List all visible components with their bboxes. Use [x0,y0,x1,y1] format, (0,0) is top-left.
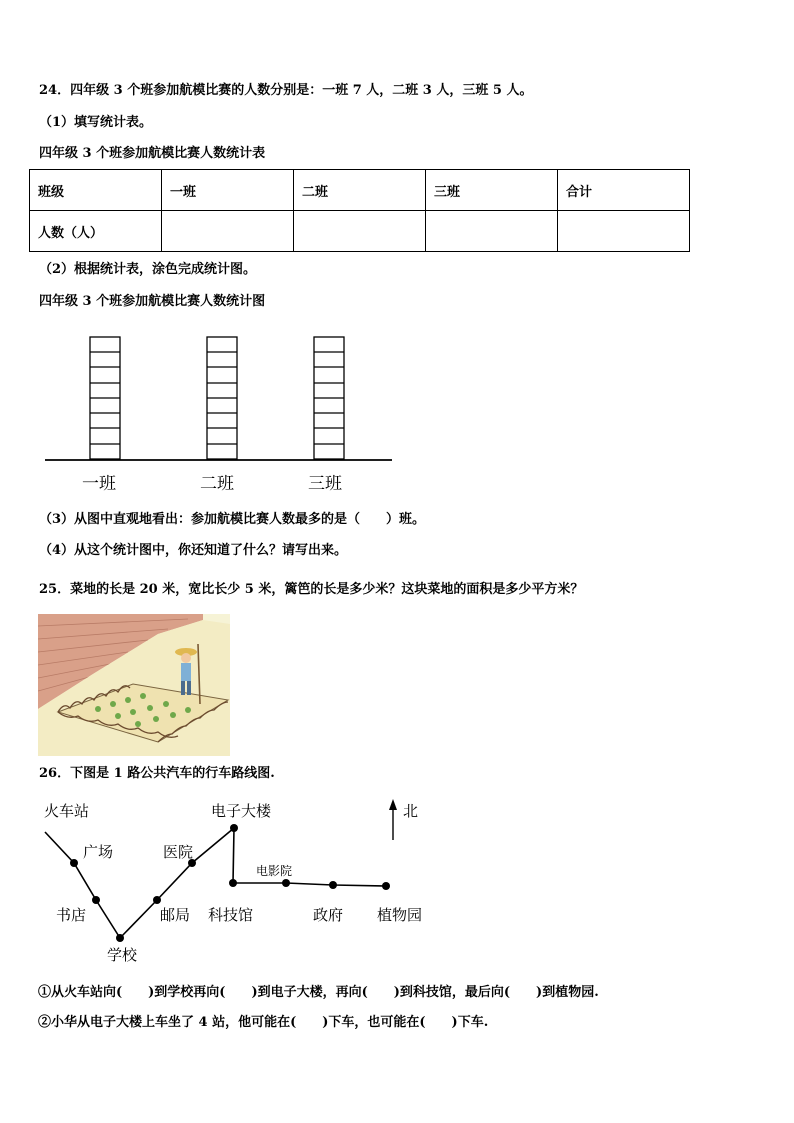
q24-title: 24．四年级 3 个班参加航模比赛的人数分别是：一班 7 人，二班 3 人，三班 5 人。 [39,83,533,98]
stop-cinema: 电影院 [256,864,293,878]
bar-column-1[interactable] [90,337,120,459]
stop-square: 广场 [83,843,114,861]
q24-part3: （3）从图中直观地看出：参加航模比赛人数最多的是（ ）班。 [39,512,426,527]
stat-table [29,169,690,252]
table-cell-blank[interactable] [558,211,690,252]
table-cell: 人数（人） [30,211,162,252]
stop-botanical-garden: 植物园 [377,906,423,924]
stop-dot [116,934,124,942]
table-header-row [30,170,690,211]
q26-line2: ②小华从电子大楼上车坐了 4 站，他可能在( )下车，也可能在( )下车. [38,1015,489,1030]
bar-chart-grid [40,330,400,465]
q25-title: 25．菜地的长是 20 米，宽比长少 5 米，篱笆的长是多少米？这块菜地的面积是多少平方米？ [39,582,584,597]
stop-dot [382,882,390,890]
north-arrow-icon [389,799,397,840]
table-header-cell: 合计 [558,170,690,211]
stop-dot [230,824,238,832]
garden-illustration [38,614,230,756]
stop-hospital: 医院 [163,843,194,861]
table-cell-blank[interactable] [294,211,426,252]
stop-train-station: 火车站 [44,802,90,820]
q26-line1: ①从火车站向( )到学校再向( )到电子大楼，再向( )到科技馆，最后向( )到植物园. [38,985,599,1000]
q24-part4: （4）从这个统计图中，你还知道了什么？请写出来。 [39,543,348,558]
bar-label: 三班 [308,474,342,494]
stop-bookstore: 书店 [56,906,87,924]
bar-label: 一班 [82,474,116,494]
stop-school: 学校 [107,946,138,964]
stop-government: 政府 [313,906,344,924]
bar-column-3[interactable] [314,337,344,459]
table-header-cell: 二班 [294,170,426,211]
table-row [30,211,690,252]
table-cell-blank[interactable] [426,211,558,252]
stop-post-office: 邮局 [160,906,191,924]
stop-dot [70,859,78,867]
table-header-cell: 三班 [426,170,558,211]
stop-dot [282,879,290,887]
table-header-cell: 班级 [30,170,162,211]
stop-dot [153,896,161,904]
q24-table-title: 四年级 3 个班参加航模比赛人数统计表 [39,146,266,161]
stop-dot [92,896,100,904]
table-header-cell: 一班 [162,170,294,211]
bar-column-2[interactable] [207,337,237,459]
q26-title: 26．下图是 1 路公共汽车的行车路线图. [39,766,275,781]
q24-part1: （1）填写统计表。 [39,115,153,130]
q24-chart-title: 四年级 3 个班参加航模比赛人数统计图 [39,294,266,309]
stop-sci-tech-museum: 科技馆 [208,906,254,924]
q24-part2: （2）根据统计表，涂色完成统计图。 [39,262,257,277]
bar-label: 二班 [200,474,234,494]
stop-dot [329,881,337,889]
stop-electronics-building: 电子大楼 [211,802,272,820]
stop-dot [229,879,237,887]
north-label: 北 [403,802,419,820]
table-cell-blank[interactable] [162,211,294,252]
